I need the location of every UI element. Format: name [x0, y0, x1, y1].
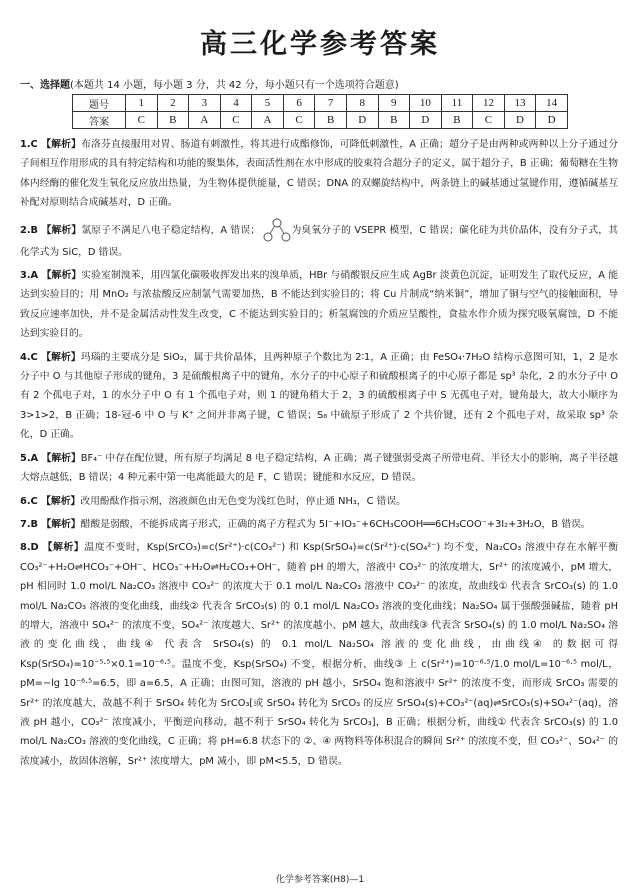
answer-cell: B [441, 112, 473, 129]
ozone-vsepr-model-icon [263, 217, 291, 243]
explanations [20, 135, 618, 775]
explanation-text: 玛瑙的主要成分是 SiO₂，属于共价晶体，且两种原子个数比为 2∶1，A 正确；由 FeSO₄·7H₂O 结构示意图可知，1，2 是水分子中 O 与其他原子形成的键角，3 是硫酸根离子中的键角，水分子的中心原子和硫酸根离子的中心原子都是 sp³ 杂化，2 的水分子中 O 有 2 个孤电子对，1 的水分子中 O 有 1 个孤电子对，则 1 的键角稍大于 2，3 的硫酸根离子中 S 无孤电子对，键角最大，故大小顺序为 3>1>2，B 正确；18-冠-6 中 O 与 K⁺ 之间并非离子键，C 错误；S₈ 中硫原子形成了 2 个共价键，还有 2 个孤电子对，故采取 sp³ 杂化，D 正确。 [20, 351, 618, 441]
answer-table [72, 94, 568, 129]
question-number: 2 [157, 95, 189, 112]
explanation-head: 6.C 【解析】 [20, 495, 81, 507]
explanation-head: 4.C 【解析】 [20, 351, 81, 363]
explanation-head: 7.B 【解析】 [20, 518, 81, 530]
explanation-head: 2.B 【解析】 [20, 224, 82, 236]
explanation-8 [20, 538, 618, 771]
question-number: 3 [189, 95, 221, 112]
answer-cell: C [473, 112, 505, 129]
answer-cell: C [126, 112, 158, 129]
explanation-text: 醋酸是弱酸，不能拆成离子形式，正确的离子方程式为 5I⁻+IO₃⁻+6CH₃COOH══6CH₃COO⁻+3I₂+3H₂O，B 错误。 [80, 518, 591, 530]
question-number: 11 [441, 95, 473, 112]
explanation-3 [20, 266, 618, 344]
section-heading [20, 76, 399, 91]
page-title: 高三化学参考答案 [200, 29, 440, 60]
explanation-head: 1.C 【解析】 [20, 139, 82, 150]
page-footer: 化学参考答案(H8)—1 [275, 875, 365, 885]
explanation-text: BF₄⁻ 中存在配位键，所有原子均满足 8 电子稳定结构，A 正确；离子键强弱受离子所带电荷、半径大小的影响，离子半径越大熔点越低，B 错误；4 种元素中第一电离能最大的是 F，C 错误；键能和水反应，D 错误。 [20, 452, 618, 484]
answer-cell: D [504, 112, 536, 129]
question-number: 1 [126, 95, 158, 112]
explanation-7 [20, 515, 618, 534]
answer-cell: C [220, 112, 252, 129]
answer-table-number-row [73, 95, 568, 112]
question-number: 12 [473, 95, 505, 112]
answer-cell: D [346, 112, 378, 129]
answer-cell: D [536, 112, 568, 129]
section-description: (本题共 14 小题，每小题 3 分，共 42 分，每小题只有一个选项符合题意) [70, 80, 399, 91]
explanation-head: 8.D 【解析】 [20, 542, 85, 554]
explanation-head: 3.A 【解析】 [20, 270, 82, 282]
answer-cell: A [189, 112, 221, 129]
answer-cell: C [283, 112, 315, 129]
explanation-4 [20, 348, 618, 445]
question-number: 9 [378, 95, 410, 112]
answer-cell: B [378, 112, 410, 129]
answer-table-answer-row [73, 112, 568, 129]
answer-cell: A [252, 112, 284, 129]
number-row-label: 题号 [73, 95, 126, 112]
explanation-text: 布洛芬直接服用对胃、肠道有刺激性，将其进行成酯修饰，可降低刺激性，A 正确；超分子是由两种或两种以上分子通过分子间相互作用形成的具有特定结构和功能的聚集体，表面活性剂在水中形成的胶束符合超分子的定义，属于超分子，B 正确；葡萄糖在生物体内经酶的催化发生氧化反应放出热量，为生物体提供能量，C 错误；DNA 的双螺旋结构中，两条链上的碱基通过氢键作用，遵循碱基互补配对原则结合成碱基对，D 正确。 [20, 139, 618, 209]
question-number: 4 [220, 95, 252, 112]
question-number: 7 [315, 95, 347, 112]
section-title: 一、选择题 [20, 80, 70, 91]
explanation-5 [20, 449, 618, 488]
explanation-6 [20, 492, 618, 511]
question-number: 6 [283, 95, 315, 112]
question-number: 8 [346, 95, 378, 112]
explanation-1 [20, 135, 618, 213]
explanation-text: 温度不变时，Ksp(SrCO₃)=c(Sr²⁺)·c(CO₃²⁻) 和 Ksp(SrSO₄)=c(Sr²⁺)·c(SO₄²⁻) 均不变，Na₂CO₃ 溶液中存在水解平衡 CO₃²⁻+H₂O⇌HCO₃⁻+OH⁻、HCO₃⁻+H₂O⇌H₂CO₃+OH⁻，随着 pH 的增大，溶液中 CO₃²⁻ 的浓度增大，Sr²⁺ 的浓度减小，pM 增大，pH 相同时 1.0 mol/L Na₂CO₃ 溶液中 CO₃²⁻ 的浓度大于 0.1 mol/L Na₂CO₃ 溶液中 CO₃²⁻ 的浓度，故曲线① 代表含 SrCO₃(s) 的 1.0 mol/L Na₂CO₃ 溶液的变化曲线，曲线② 代表含 SrCO₃(s) 的 0.1 mol/L Na₂CO₃ 溶液的变化曲线；Na₂SO₄ 属于强酸强碱盐，随着 pH 的增大，溶液中 SO₄²⁻ 的浓度不变，SO₄²⁻ 浓度越大、Sr²⁺ 的浓度越小、pM 越大，故曲线③ 代表含 SrSO₄(s) 的 1.0 mol/L Na₂SO₄ 溶液的变化曲线，曲线④ 代表含 SrSO₄(s) 的 0.1 mol/L Na₂SO₄ 溶液的变化曲线，由曲线④ 的数据可得 Ksp(SrSO₄)=10⁻⁵·⁵×0.1=10⁻⁶·⁵。温度不变，Ksp(SrSO₄) 不变，根据分析，曲线③ 上 c(Sr²⁺)=10⁻⁶·⁵/1.0 mol/L=10⁻⁶·⁵ mol/L，pM=−lg 10⁻⁶·⁵=6.5，即 a=6.5，A 正确；由图可知，溶液的 pH 越小，SrSO₄ 饱和溶液中 Sr²⁺ 的浓度不变，而形成 SrCO₃ 需要的 Sr²⁺ 的浓度越大，故越不利于 SrSO₄ 转化为 SrCO₃[或 SrSO₄ 转化为 SrCO₃ 的反应 SrSO₄(s)+CO₃²⁻(aq)⇌SrCO₃(s)+SO₄²⁻(aq)，溶液 pH 越小，CO₃²⁻ 浓度减小，平衡逆向移动，越不利于 SrSO₄ 转化为 SrCO₃]，B 正确；根据分析，曲线① 代表含 SrCO₃(s) 的 1.0 mol/L Na₂CO₃ 溶液的变化曲线，C 正确；将 pH=6.8 状态下的 ②、④ 两物料等体积混合的瞬间 Sr²⁺ 的浓度不变，但 CO₃²⁻、SO₄²⁻ 的浓度减小，故固体溶解，Sr²⁺ 浓度增大，pM 减小，即 pM<5.5，D 错误。 [20, 542, 618, 767]
explanation-2 [20, 217, 618, 262]
explanation-text: 实验室制溴苯，用四氯化碳吸收挥发出来的溴单质，HBr 与硝酸银反应生成 AgBr 淡黄色沉淀，证明发生了取代反应，A 能达到实验目的；用 MnO₂ 与浓盐酸反应制氯气需要加热，B 不能达到实验目的；将 Cu 片制成“纳米铜”，增加了铜与空气的接触面积，导致反应速率加快，并不是金属活动性发生改变，C 不能达到实验目的；析氢腐蚀的介质应呈酸性，食盐水作介质为探究吸氧腐蚀，D 不能达到实验目的。 [20, 270, 618, 340]
explanation-head: 5.A 【解析】 [20, 452, 81, 464]
question-number: 10 [410, 95, 442, 112]
question-number: 13 [504, 95, 536, 112]
answer-cell: D [410, 112, 442, 129]
explanation-text: 改用酚酞作指示剂，溶液颜色由无色变为浅红色时，停止通 NH₃，C 错误。 [80, 495, 406, 507]
question-number: 14 [536, 95, 568, 112]
explanation-text-cont: 为臭氧分子的 VSEPR 模型，C 错误；碳化硅为共价晶体，没有分子式，其化学式为 SiC，D 错误。 [20, 224, 618, 258]
explanation-text: 氯原子不满足八电子稳定结构，A 错误； [81, 224, 261, 236]
answer-cell: B [157, 112, 189, 129]
answer-cell: B [315, 112, 347, 129]
question-number: 5 [252, 95, 284, 112]
answer-row-label: 答案 [73, 112, 126, 129]
